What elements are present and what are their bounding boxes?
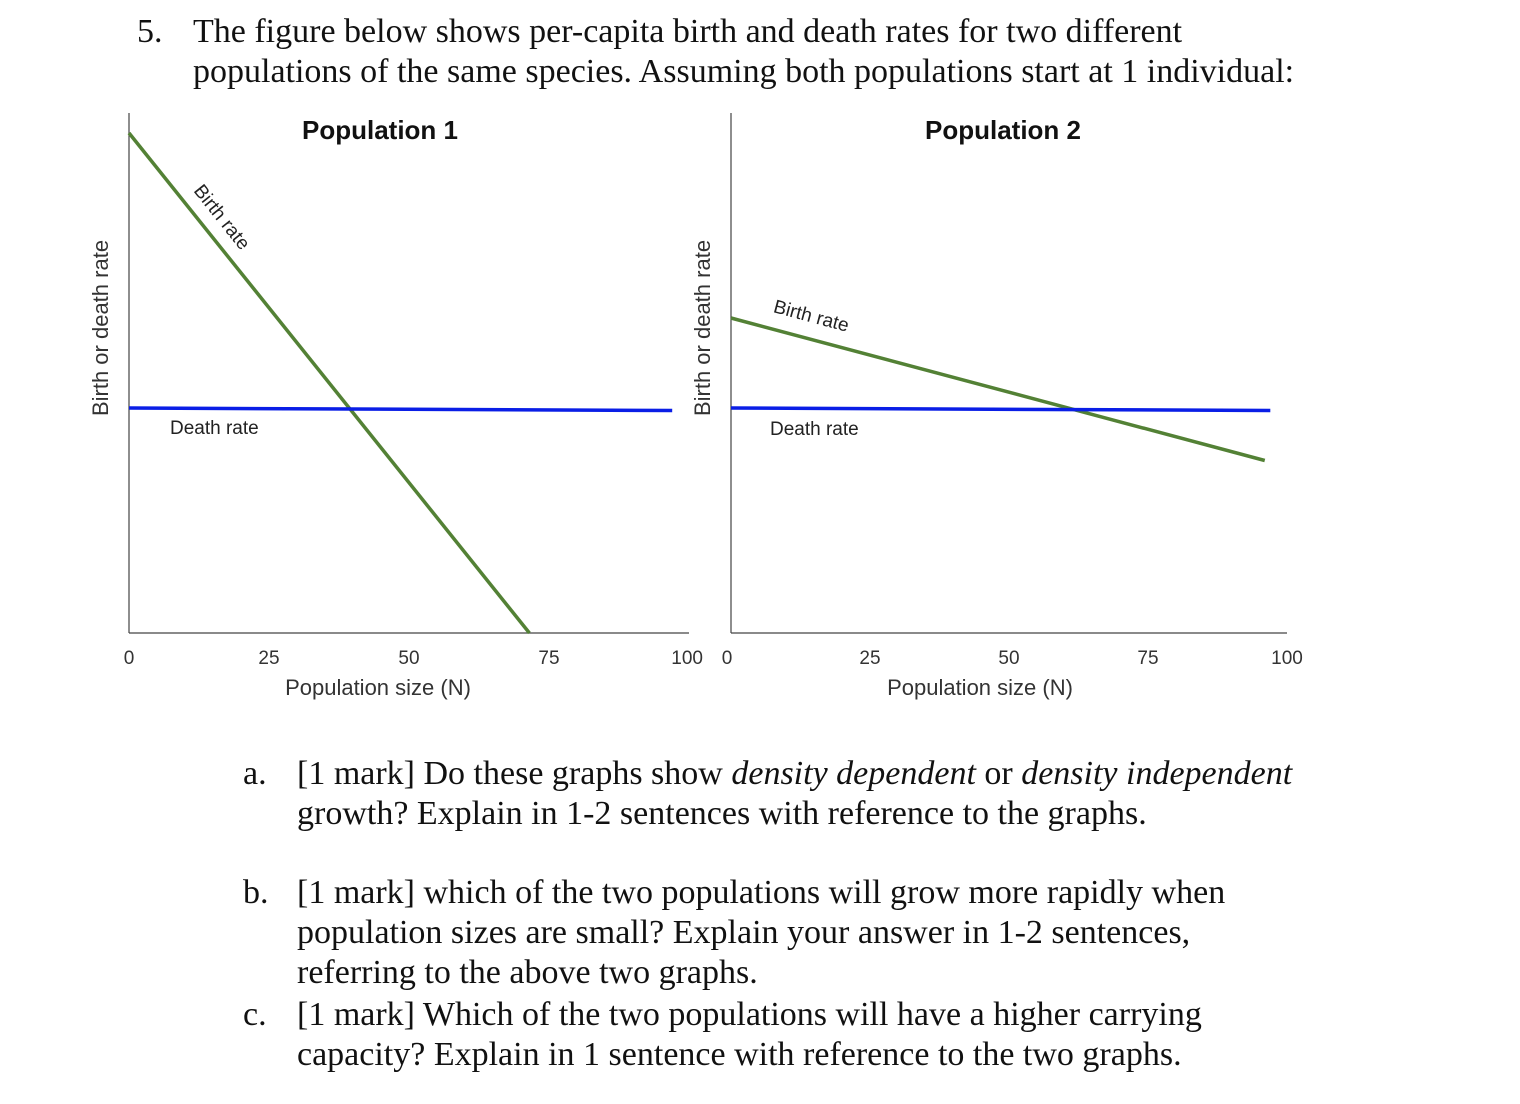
panel-title: Population 2	[925, 115, 1081, 145]
series-label: Death rate	[770, 419, 859, 440]
x-tick-label: 50	[998, 648, 1020, 669]
x-tick-label: 100	[671, 648, 703, 669]
part-b	[243, 873, 1383, 993]
question-number: 5.	[137, 13, 163, 50]
part-text-segment: [1 mark] which of the two populations will grow more rapidly when population sizes are small? Explain your answer in 1-2 sentences, referring to the above two graphs.	[297, 874, 1226, 991]
part-text-segment: [1 mark] Which of the two populations will have a higher carrying capacity? Explain in 1 sentence with reference to the two graphs.	[297, 996, 1202, 1073]
x-tick-label: 75	[538, 648, 560, 669]
rates-figure	[0, 100, 1520, 710]
part-text-segment: [1 mark] Do these graphs show	[297, 755, 732, 792]
x-tick-label: 0	[721, 648, 733, 669]
part-c	[243, 995, 1383, 1085]
x-tick-label: 50	[398, 648, 420, 669]
part-text-segment: density dependent	[731, 755, 976, 792]
part-a-text	[297, 754, 1377, 834]
y-axis-label: Birth or death rate	[690, 239, 715, 417]
part-a	[243, 754, 1383, 844]
part-b-text	[297, 873, 1257, 993]
series-label: Birth rate	[189, 180, 254, 255]
y-axis-label: Birth or death rate	[88, 239, 113, 417]
x-axis-label: Population size (N)	[887, 675, 1073, 700]
x-tick-label: 25	[258, 648, 280, 669]
x-axis-label: Population size (N)	[285, 675, 471, 700]
x-tick-label: 25	[859, 648, 881, 669]
part-c-text	[297, 995, 1257, 1075]
question-line-2: populations of the same species. Assuming both populations start at 1 individual:	[193, 53, 1295, 90]
part-text-segment: growth? Explain in 1-2 sentences with reference to the graphs.	[297, 795, 1147, 832]
panel-title: Population 1	[302, 115, 458, 145]
series-label: Death rate	[170, 418, 259, 439]
part-c-letter: c.	[243, 996, 267, 1033]
part-a-letter: a.	[243, 755, 267, 792]
part-text-segment: or	[975, 755, 1022, 792]
death-rate-line	[731, 408, 1270, 411]
part-text-segment: density independent	[1021, 755, 1293, 792]
x-tick-label: 100	[1271, 648, 1303, 669]
x-tick-label: 75	[1137, 648, 1159, 669]
question-line-1: The figure below shows per-capita birth and death rates for two different	[193, 13, 1183, 50]
part-b-letter: b.	[243, 874, 269, 911]
series-label: Birth rate	[771, 296, 852, 337]
birth-rate-line	[129, 133, 529, 633]
death-rate-line	[129, 408, 672, 411]
x-tick-label: 0	[123, 648, 135, 669]
